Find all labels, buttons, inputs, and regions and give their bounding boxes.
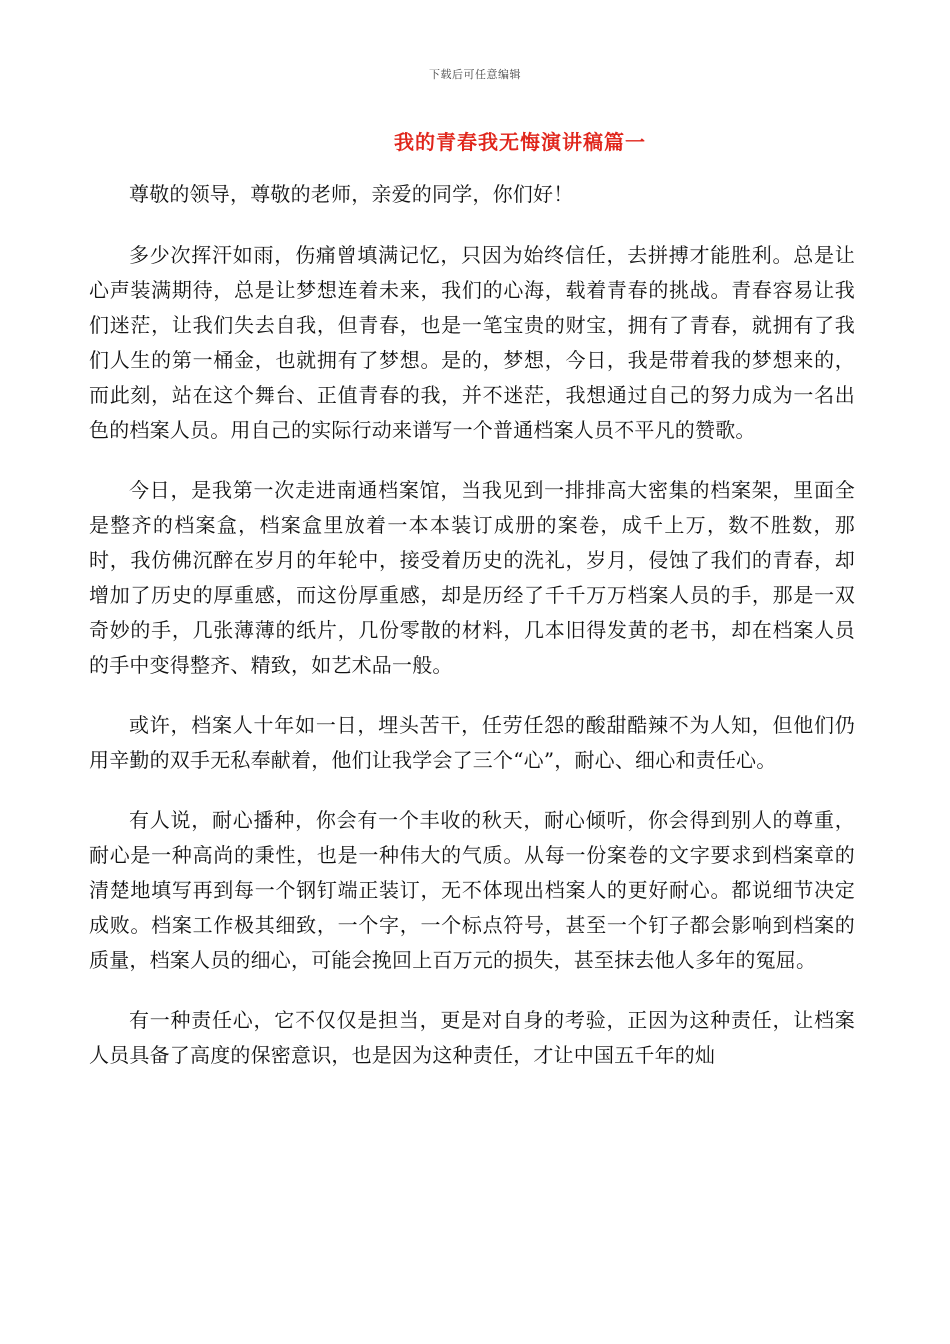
paragraph-three-hearts: 或许，档案人十年如一日，埋头苦干，任劳任怨的酸甜酷辣不为人知，但他们仍用辛勤的双手无私奉献着，他们让我学会了三个“心”，耐心、细心和责任心。: [89, 713, 855, 772]
document-title: 我的青春我无悔演讲稿篇一: [394, 130, 646, 154]
paragraph-dream: 多少次挥汗如雨，伤痛曾填满记忆，只因为始终信任，去拼搏才能胜利。总是让心声装满期待，总是让梦想连着未来，我们的心海，载着青春的挑战。青春容易让我们迷茫，让我们失去自我，但青春，也是一笔宝贵的财宝，拥有了青春，就拥有了我们人生的第一桶金，也就拥有了梦想。是的，梦想，今日，我是带着我的梦想来的，而此刻，站在这个舞台、正值青春的我，并不迷茫，我想通过自己的努力成为一名出色的档案人员。用自己的实际行动来谱写一个普通档案人员不平凡的赞歌。: [89, 243, 855, 442]
paragraph-patience: 有人说，耐心播种，你会有一个丰收的秋天，耐心倾听，你会得到别人的尊重，耐心是一种高尚的秉性，也是一种伟大的气质。从每一份案卷的文字要求到档案章的清楚地填写再到每一个钢钉端正装订，无不体现出档案人的更好耐心。都说细节决定成败。档案工作极其细致，一个字，一个标点符号，甚至一个钉子都会影响到档案的质量，档案人员的细心，可能会挽回上百万元的损失，甚至抹去他人多年的冤屈。: [89, 808, 855, 972]
document-body: [89, 177, 855, 1098]
paragraph-responsibility: 有一种责任心，它不仅仅是担当，更是对自身的考验，正因为这种责任，让档案人员具备了高度的保密意识，也是因为这种责任，才让中国五千年的灿: [89, 1008, 855, 1067]
paragraph-archive-visit: 今日，是我第一次走进南通档案馆，当我见到一排排高大密集的档案架，里面全是整齐的档案盒，档案盒里放着一本本装订成册的案卷，成千上万，数不胜数，那时，我仿佛沉醉在岁月的年轮中，接受着历史的洗礼，岁月，侵蚀了我们的青春，却增加了历史的厚重感，而这份厚重感，却是历经了千千万万档案人员的手，那是一双奇妙的手，几张薄薄的纸片，几份零散的材料，几本旧得发黄的老书，却在档案人员的手中变得整齐、精致，如艺术品一般。: [89, 478, 855, 677]
paragraph-greeting: 尊敬的领导，尊敬的老师，亲爱的同学，你们好！: [129, 182, 574, 206]
header-note: 下载后可任意编辑: [429, 68, 521, 81]
